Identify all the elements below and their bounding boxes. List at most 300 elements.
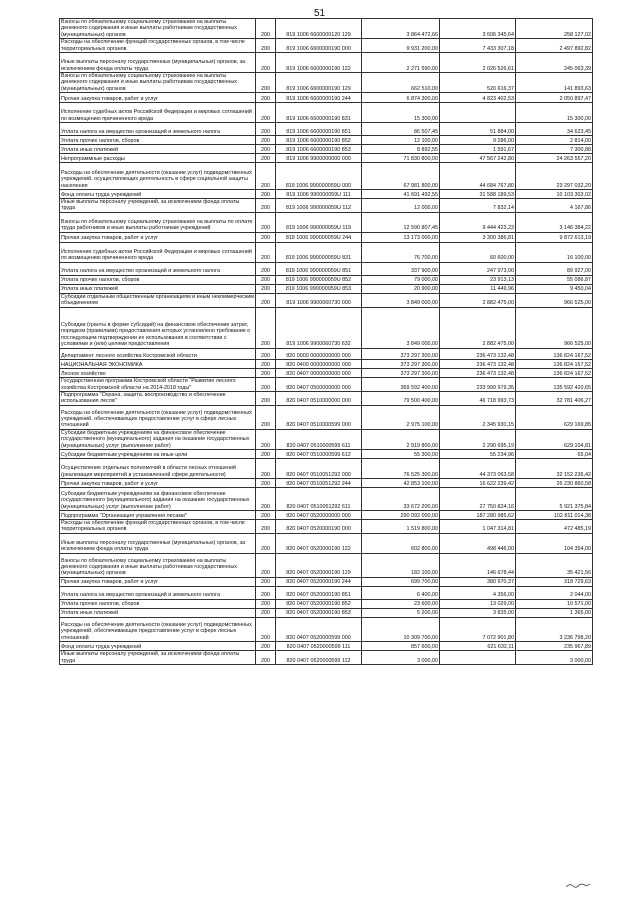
row-budget-code: 819 1006 6600000190 831: [276, 103, 362, 123]
table-row: [60, 242, 593, 262]
row-admin-code: 200: [256, 262, 276, 275]
table-row: [60, 39, 593, 53]
row-admin-code: 200: [256, 391, 276, 405]
row-unexecuted-amount: 16 100,00: [516, 242, 593, 262]
row-executed-amount: 51 884,00: [440, 123, 516, 136]
row-name: Расходы на обеспечение деятельности (оказание услуг) подведомственных учреждений, обеспечивающих предоставление услуг в сфере лесных отношений: [60, 405, 256, 429]
row-executed-amount: 9 286,00: [440, 136, 516, 145]
row-approved-amount: 12 000,00: [362, 199, 440, 213]
row-approved-amount: 76 700,00: [362, 242, 440, 262]
row-name: Взносы по обязательному социальному страхованию на выплаты денежного содержания и иные выплаты работникам государственных (муниципальных) органов: [60, 72, 256, 92]
row-approved-amount: 79 000,00: [362, 275, 440, 284]
row-unexecuted-amount: 10 571,00: [516, 599, 593, 608]
row-admin-code: 200: [256, 519, 276, 533]
row-approved-amount: 8 892,55: [362, 145, 440, 154]
row-budget-code: 820 0407 0520000599 111: [276, 641, 362, 650]
row-executed-amount: 4 356,00: [440, 586, 516, 599]
table-row: [60, 136, 593, 145]
row-executed-amount: 27 750 824,16: [440, 487, 516, 510]
table-row: [60, 478, 593, 487]
row-approved-amount: 79 500 400,00: [362, 391, 440, 405]
table-row: [60, 199, 593, 213]
row-unexecuted-amount: 89 927,00: [516, 262, 593, 275]
row-admin-code: 200: [256, 123, 276, 136]
row-name: НАЦИОНАЛЬНАЯ ЭКОНОМИКА: [60, 359, 256, 368]
row-unexecuted-amount: 26 230 860,58: [516, 478, 593, 487]
row-unexecuted-amount: 34 623,45: [516, 123, 593, 136]
row-approved-amount: 3 849 000,00: [362, 293, 440, 307]
table-row: [60, 458, 593, 478]
row-approved-amount: 71 830 800,00: [362, 154, 440, 163]
row-admin-code: 200: [256, 19, 276, 39]
row-executed-amount: 16 622 239,42: [440, 478, 516, 487]
table-row: [60, 293, 593, 307]
row-budget-code: 819 1006 990000059U 112: [276, 199, 362, 213]
row-approved-amount: 3 000,00: [362, 650, 440, 664]
page-number: 51: [313, 8, 326, 19]
row-executed-amount: 60 600,00: [440, 242, 516, 262]
table-row: [60, 348, 593, 359]
row-executed-amount: 247 973,00: [440, 262, 516, 275]
row-unexecuted-amount: 245 063,39: [516, 52, 593, 72]
row-budget-code: 819 1006 6600000190 853: [276, 145, 362, 154]
table-row: [60, 359, 593, 368]
row-admin-code: 200: [256, 103, 276, 123]
row-budget-code: 819 1006 9900000000 000: [276, 154, 362, 163]
row-name: Фонд оплаты труда учреждений: [60, 641, 256, 650]
row-unexecuted-amount: 3 236 798,20: [516, 617, 593, 641]
row-unexecuted-amount: 2 044,00: [516, 586, 593, 599]
row-admin-code: 200: [256, 136, 276, 145]
table-row: [60, 377, 593, 391]
row-executed-amount: 520 616,37: [440, 72, 516, 92]
row-name: Лесное хозяйство: [60, 368, 256, 377]
row-admin-code: 200: [256, 39, 276, 53]
row-budget-code: 820 0000 0000000000 000: [276, 348, 362, 359]
row-admin-code: 200: [256, 377, 276, 391]
table-row: [60, 123, 593, 136]
row-budget-code: 819 1006 6600000190 244: [276, 93, 362, 103]
row-budget-code: 820 0407 0500000000 000: [276, 377, 362, 391]
row-budget-code: 819 1006 9900060730 000: [276, 293, 362, 307]
row-admin-code: 200: [256, 232, 276, 242]
row-executed-amount: 3 835,00: [440, 608, 516, 617]
row-budget-code: 819 1006 6600000190 000: [276, 39, 362, 53]
row-name: Иные выплаты персоналу государственных (муниципальных) органов, за исключением фонда оплаты труда: [60, 52, 256, 72]
row-name: Расходы на обеспечение функций государственных органов, в том числе территориальных органов: [60, 39, 256, 53]
row-admin-code: 200: [256, 93, 276, 103]
row-budget-code: 819 1006 990000059U 111: [276, 190, 362, 199]
row-admin-code: 200: [256, 293, 276, 307]
row-name: Уплата иных платежей: [60, 284, 256, 293]
row-name: Исполнение судебных актов Российской Федерации и мировых соглашений по возмещению причиненного вреда: [60, 103, 256, 123]
row-executed-amount: 9 444 423,23: [440, 212, 516, 232]
row-admin-code: 200: [256, 533, 276, 553]
row-approved-amount: 13 173 000,00: [362, 232, 440, 242]
row-executed-amount: 7 072 901,80: [440, 617, 516, 641]
row-budget-code: 820 0400 0000000000 000: [276, 359, 362, 368]
row-admin-code: 200: [256, 405, 276, 429]
row-approved-amount: 2 919 800,00: [362, 429, 440, 449]
row-admin-code: 200: [256, 52, 276, 72]
row-name: Прочая закупка товаров, работ и услуг: [60, 478, 256, 487]
row-executed-amount: [440, 650, 516, 664]
row-name: Субсидии бюджетным учреждениям на иные цели: [60, 449, 256, 458]
handwritten-mark: [565, 880, 591, 890]
row-unexecuted-amount: 23 297 032,20: [516, 163, 593, 190]
row-approved-amount: 3 864 472,66: [362, 19, 440, 39]
row-name: Иные выплаты персоналу государственных (муниципальных) органов, за исключением фонда оплаты труда: [60, 533, 256, 553]
row-unexecuted-amount: 2 050 897,47: [516, 93, 593, 103]
row-executed-amount: 236 473 132,48: [440, 359, 516, 368]
row-unexecuted-amount: 135 592 420,65: [516, 377, 593, 391]
row-name: Подпрограмма "Организация управления лесами": [60, 510, 256, 519]
row-approved-amount: 182 100,00: [362, 553, 440, 577]
row-budget-code: 820 0407 0520000190 853: [276, 608, 362, 617]
row-budget-code: 820 0407 0510000599 612: [276, 449, 362, 458]
row-approved-amount: 2 975 100,00: [362, 405, 440, 429]
row-name: Осуществление отдельных полномочий в области лесных отношений (реализация мероприятий в установленной сфере деятельности): [60, 458, 256, 478]
row-approved-amount: 15 300,00: [362, 103, 440, 123]
row-name: Уплата прочих налогов, сборов: [60, 136, 256, 145]
table-row: [60, 103, 593, 123]
row-approved-amount: 369 592 400,00: [362, 377, 440, 391]
row-unexecuted-amount: 104 354,00: [516, 533, 593, 553]
row-admin-code: 200: [256, 577, 276, 586]
table-row: [60, 232, 593, 242]
row-approved-amount: 20 900,00: [362, 284, 440, 293]
row-budget-code: 820 0407 0510051292 000: [276, 458, 362, 478]
row-budget-code: 820 0407 0510000000 000: [276, 391, 362, 405]
row-admin-code: 200: [256, 145, 276, 154]
row-admin-code: 200: [256, 553, 276, 577]
row-approved-amount: 76 525 300,00: [362, 458, 440, 478]
row-approved-amount: 1 519 800,00: [362, 519, 440, 533]
row-name: Взносы по обязательному социальному страхованию на выплаты денежного содержания и иные выплаты работникам государственных (муниципальных) органов: [60, 553, 256, 577]
row-admin-code: 200: [256, 608, 276, 617]
row-budget-code: 819 1006 990000059U 000: [276, 163, 362, 190]
row-executed-amount: [440, 103, 516, 123]
row-name: Уплата налога на имущество организаций и земельного налога: [60, 262, 256, 275]
row-approved-amount: 337 900,00: [362, 262, 440, 275]
table-row: [60, 577, 593, 586]
table-row: [60, 275, 593, 284]
row-unexecuted-amount: 136 824 167,52: [516, 348, 593, 359]
row-executed-amount: 236 473 132,48: [440, 368, 516, 377]
row-approved-amount: 12 590 807,45: [362, 212, 440, 232]
row-executed-amount: 621 632,11: [440, 641, 516, 650]
row-admin-code: 200: [256, 449, 276, 458]
row-name: Уплата прочих налогов, сборов: [60, 275, 256, 284]
row-approved-amount: 42 853 100,00: [362, 478, 440, 487]
row-unexecuted-amount: 966 525,00: [516, 307, 593, 348]
row-budget-code: 820 0407 0520000190 000: [276, 519, 362, 533]
row-executed-amount: 7 832,14: [440, 199, 516, 213]
table-row: [60, 608, 593, 617]
row-unexecuted-amount: 2 497 892,82: [516, 39, 593, 53]
row-budget-code: 820 0407 0520000000 000: [276, 510, 362, 519]
row-admin-code: 200: [256, 458, 276, 478]
row-admin-code: 200: [256, 429, 276, 449]
row-name: Прочая закупка товаров, работ и услуг: [60, 232, 256, 242]
row-unexecuted-amount: 102 811 014,38: [516, 510, 593, 519]
row-unexecuted-amount: 5 921 375,84: [516, 487, 593, 510]
row-admin-code: 200: [256, 599, 276, 608]
table-row: [60, 145, 593, 154]
table-row: [60, 284, 593, 293]
row-executed-amount: 13 029,00: [440, 599, 516, 608]
row-budget-code: 819 1006 990000059U 244: [276, 232, 362, 242]
row-name: Исполнение судебных актов Российской Федерации и мировых соглашений по возмещению причиненного вреда: [60, 242, 256, 262]
table-row: [60, 405, 593, 429]
row-executed-amount: 3 606 345,64: [440, 19, 516, 39]
table-row: [60, 163, 593, 190]
table-row: [60, 368, 593, 377]
row-executed-amount: 236 473 132,48: [440, 348, 516, 359]
row-budget-code: 819 1006 9900060730 632: [276, 307, 362, 348]
row-unexecuted-amount: 9 450,04: [516, 284, 593, 293]
row-executed-amount: 55 234,96: [440, 449, 516, 458]
row-approved-amount: 86 507,45: [362, 123, 440, 136]
row-unexecuted-amount: 318 729,63: [516, 577, 593, 586]
row-approved-amount: 857 600,00: [362, 641, 440, 650]
row-unexecuted-amount: 3 000,00: [516, 650, 593, 664]
row-name: Расходы на обеспечение деятельности (оказание услуг) подведомственных учреждений, обеспечивающих предоставление услуг в сфере лесных отношений: [60, 617, 256, 641]
row-approved-amount: 3 849 000,00: [362, 307, 440, 348]
row-budget-code: 819 1006 6600000190 852: [276, 136, 362, 145]
row-unexecuted-amount: 32 781 406,27: [516, 391, 593, 405]
row-admin-code: 200: [256, 190, 276, 199]
row-unexecuted-amount: 32 152 236,42: [516, 458, 593, 478]
row-executed-amount: 2 026 526,61: [440, 52, 516, 72]
row-name: Взносы по обязательному социальному страхованию на выплаты денежного содержания и иные выплаты работникам государственных (муниципальных) органов: [60, 19, 256, 39]
row-executed-amount: 2 882 475,00: [440, 293, 516, 307]
row-name: Взносы по обязательному социальному страхованию на выплаты по оплате труда работников и иные выплаты работникам учреждений: [60, 212, 256, 232]
table-row: [60, 307, 593, 348]
table-row: [60, 553, 593, 577]
row-unexecuted-amount: 3 146 384,22: [516, 212, 593, 232]
row-admin-code: 200: [256, 487, 276, 510]
row-name: Непрограммные расходы: [60, 154, 256, 163]
row-name: Уплата иных платежей: [60, 608, 256, 617]
row-budget-code: 819 1006 6600000190 851: [276, 123, 362, 136]
row-unexecuted-amount: 9 872 613,19: [516, 232, 593, 242]
table-row: [60, 212, 593, 232]
row-name: Расходы на обеспечение функций государственных органов, в том числе территориальных органов: [60, 519, 256, 533]
row-admin-code: 200: [256, 650, 276, 664]
row-budget-code: 820 0407 0520000190 852: [276, 599, 362, 608]
row-executed-amount: 23 913,13: [440, 275, 516, 284]
row-budget-code: 820 0407 0520000599 112: [276, 650, 362, 664]
table-row: [60, 617, 593, 641]
row-unexecuted-amount: 1 365,00: [516, 608, 593, 617]
row-budget-code: 819 1006 990000059U 851: [276, 262, 362, 275]
row-unexecuted-amount: 629 169,85: [516, 405, 593, 429]
row-admin-code: 200: [256, 284, 276, 293]
row-executed-amount: 1 047 314,81: [440, 519, 516, 533]
row-admin-code: 200: [256, 154, 276, 163]
row-approved-amount: 290 092 000,00: [362, 510, 440, 519]
row-admin-code: 200: [256, 586, 276, 599]
table-row: [60, 510, 593, 519]
row-executed-amount: 7 433 307,18: [440, 39, 516, 53]
row-approved-amount: 373 297 300,00: [362, 368, 440, 377]
row-executed-amount: 380 970,37: [440, 577, 516, 586]
budget-table: [59, 18, 593, 665]
row-admin-code: 200: [256, 478, 276, 487]
row-unexecuted-amount: 55 086,87: [516, 275, 593, 284]
row-admin-code: 200: [256, 199, 276, 213]
row-approved-amount: 10 309 700,00: [362, 617, 440, 641]
row-unexecuted-amount: 235 967,89: [516, 641, 593, 650]
row-approved-amount: 5 200,00: [362, 608, 440, 617]
row-admin-code: 200: [256, 617, 276, 641]
row-executed-amount: 233 999 979,35: [440, 377, 516, 391]
row-executed-amount: 46 718 993,73: [440, 391, 516, 405]
row-executed-amount: 2 882 475,00: [440, 307, 516, 348]
row-budget-code: 820 0407 0000000000 000: [276, 368, 362, 377]
row-name: Расходы на обеспечение деятельности (оказание услуг) подведомственных учреждений, осуществляющих деятельность в сфере социальной защиты населения: [60, 163, 256, 190]
row-budget-code: 820 0407 0510051292 244: [276, 478, 362, 487]
row-budget-code: 819 1006 990000059U 853: [276, 284, 362, 293]
row-budget-code: 819 1006 990000059U 852: [276, 275, 362, 284]
row-approved-amount: 6 874 300,00: [362, 93, 440, 103]
table-row: [60, 19, 593, 39]
row-budget-code: 820 0407 0520000599 000: [276, 617, 362, 641]
row-admin-code: 200: [256, 510, 276, 519]
table-row: [60, 262, 593, 275]
row-executed-amount: 1 591,67: [440, 145, 516, 154]
row-admin-code: 200: [256, 275, 276, 284]
row-name: Уплата налога на имущество организаций и земельного налога: [60, 123, 256, 136]
row-approved-amount: 55 300,00: [362, 449, 440, 458]
row-admin-code: 200: [256, 368, 276, 377]
row-approved-amount: 662 510,00: [362, 72, 440, 92]
row-approved-amount: 602 800,00: [362, 533, 440, 553]
row-executed-amount: 31 588 189,53: [440, 190, 516, 199]
table-row: [60, 650, 593, 664]
row-name: Иные выплаты персоналу учреждений, за исключением фонда оплаты труда: [60, 199, 256, 213]
row-unexecuted-amount: 10 103 303,02: [516, 190, 593, 199]
row-name: Уплата иных платежей: [60, 145, 256, 154]
row-approved-amount: 2 271 590,00: [362, 52, 440, 72]
table-row: [60, 72, 593, 92]
row-unexecuted-amount: 65,04: [516, 449, 593, 458]
row-approved-amount: 67 981 800,00: [362, 163, 440, 190]
row-budget-code: 820 0407 0520000190 851: [276, 586, 362, 599]
row-admin-code: 200: [256, 307, 276, 348]
row-name: Государственная программа Костромской области "Развитие лесного хозяйства Костромской области на 2014-2018 годы": [60, 377, 256, 391]
row-executed-amount: 187 280 985,62: [440, 510, 516, 519]
row-name: Субсидии бюджетным учреждениям на финансовое обеспечение государственного (муниципального) задания на оказание государственных (муниципальных) услуг (выполнение работ): [60, 429, 256, 449]
row-unexecuted-amount: 35 421,56: [516, 553, 593, 577]
row-admin-code: 200: [256, 242, 276, 262]
row-admin-code: 200: [256, 212, 276, 232]
row-budget-code: 819 1006 6600000190 129: [276, 72, 362, 92]
row-name: Субсидии отдельным общественным организациям и иным некоммерческим объединениям: [61, 293, 255, 307]
row-name: Подпрограмма "Охрана, защита, воспроизводство и обеспечение использования лесов": [60, 391, 256, 405]
row-executed-amount: 47 567 242,80: [440, 154, 516, 163]
row-executed-amount: 11 449,96: [440, 284, 516, 293]
row-admin-code: 200: [256, 641, 276, 650]
row-unexecuted-amount: 24 263 557,20: [516, 154, 593, 163]
row-executed-amount: 4 823 402,53: [440, 93, 516, 103]
row-name: Субсидии (гранты в форме субсидий) на финансовое обеспечение затрат, порядком (правилами) предоставления которых установлено требование о последующем подтверждении их использования в соответствии с условиями и (или) целями предоставления: [60, 307, 256, 348]
table-row: [60, 52, 593, 72]
row-budget-code: 820 0407 0520000190 122: [276, 533, 362, 553]
row-unexecuted-amount: 136 824 167,52: [516, 368, 593, 377]
row-executed-amount: 44 684 767,80: [440, 163, 516, 190]
row-unexecuted-amount: 472 485,19: [516, 519, 593, 533]
table-row: [60, 93, 593, 103]
row-executed-amount: 3 300 386,81: [440, 232, 516, 242]
row-executed-amount: 2 345 930,15: [440, 405, 516, 429]
row-admin-code: 200: [256, 163, 276, 190]
row-name: Фонд оплаты труда учреждений: [60, 190, 256, 199]
table-row: [60, 487, 593, 510]
row-approved-amount: 23 600,00: [362, 599, 440, 608]
row-approved-amount: 33 672 200,00: [362, 487, 440, 510]
row-unexecuted-amount: 4 167,86: [516, 199, 593, 213]
row-approved-amount: 41 691 492,55: [362, 190, 440, 199]
table-row: [60, 449, 593, 458]
row-budget-code: 819 1006 990000059U 119: [276, 212, 362, 232]
row-name: Департамент лесного хозяйства Костромской области: [60, 348, 256, 359]
table-row: [60, 190, 593, 199]
row-name: Прочая закупка товаров, работ и услуг: [60, 577, 256, 586]
row-unexecuted-amount: 2 814,00: [516, 136, 593, 145]
row-name: Уплата налога на имущество организаций и земельного налога: [60, 586, 256, 599]
row-executed-amount: 44 373 063,58: [440, 458, 516, 478]
row-approved-amount: 699 700,00: [362, 577, 440, 586]
row-name: Иные выплаты персоналу учреждений, за исключением фонда оплаты труда: [60, 650, 256, 664]
row-admin-code: 200: [256, 348, 276, 359]
table-row: [60, 391, 593, 405]
row-approved-amount: 6 400,00: [362, 586, 440, 599]
row-unexecuted-amount: 629 104,81: [516, 429, 593, 449]
row-name: Прочая закупка товаров, работ и услуг: [60, 93, 256, 103]
row-budget-code: 819 1006 6600000120 129: [276, 19, 362, 39]
row-unexecuted-amount: 15 300,00: [516, 103, 593, 123]
row-unexecuted-amount: 258 127,02: [516, 19, 593, 39]
row-admin-code: 200: [256, 359, 276, 368]
row-budget-code: 820 0407 0510051292 611: [276, 487, 362, 510]
row-name: Уплата прочих налогов, сборов: [60, 599, 256, 608]
table-row: [60, 586, 593, 599]
row-budget-code: 820 0407 0520000190 129: [276, 553, 362, 577]
row-admin-code: 200: [256, 72, 276, 92]
table-row: [60, 519, 593, 533]
row-executed-amount: 2 290 695,19: [440, 429, 516, 449]
row-approved-amount: 9 931 200,00: [362, 39, 440, 53]
row-approved-amount: 373 297 300,00: [362, 359, 440, 368]
row-budget-code: 820 0407 0510000599 611: [276, 429, 362, 449]
row-approved-amount: 373 297 300,00: [362, 348, 440, 359]
row-unexecuted-amount: 141 893,63: [516, 72, 593, 92]
table-row: [60, 154, 593, 163]
table-row: [60, 429, 593, 449]
table-row: [60, 533, 593, 553]
row-approved-amount: 12 100,00: [362, 136, 440, 145]
row-executed-amount: 498 446,00: [440, 533, 516, 553]
row-budget-code: 819 1006 990000059U 831: [276, 242, 362, 262]
row-executed-amount: 146 678,44: [440, 553, 516, 577]
row-budget-code: 820 0407 0520000190 244: [276, 577, 362, 586]
row-unexecuted-amount: 136 824 167,52: [516, 359, 593, 368]
row-name: Субсидии бюджетным учреждениям на финансовое обеспечение государственного (муниципального) задания на оказание государственных (муниципальных) услуг (выполнение работ): [60, 487, 256, 510]
row-budget-code: 820 0407 0510000599 000: [276, 405, 362, 429]
table-row: [60, 641, 593, 650]
